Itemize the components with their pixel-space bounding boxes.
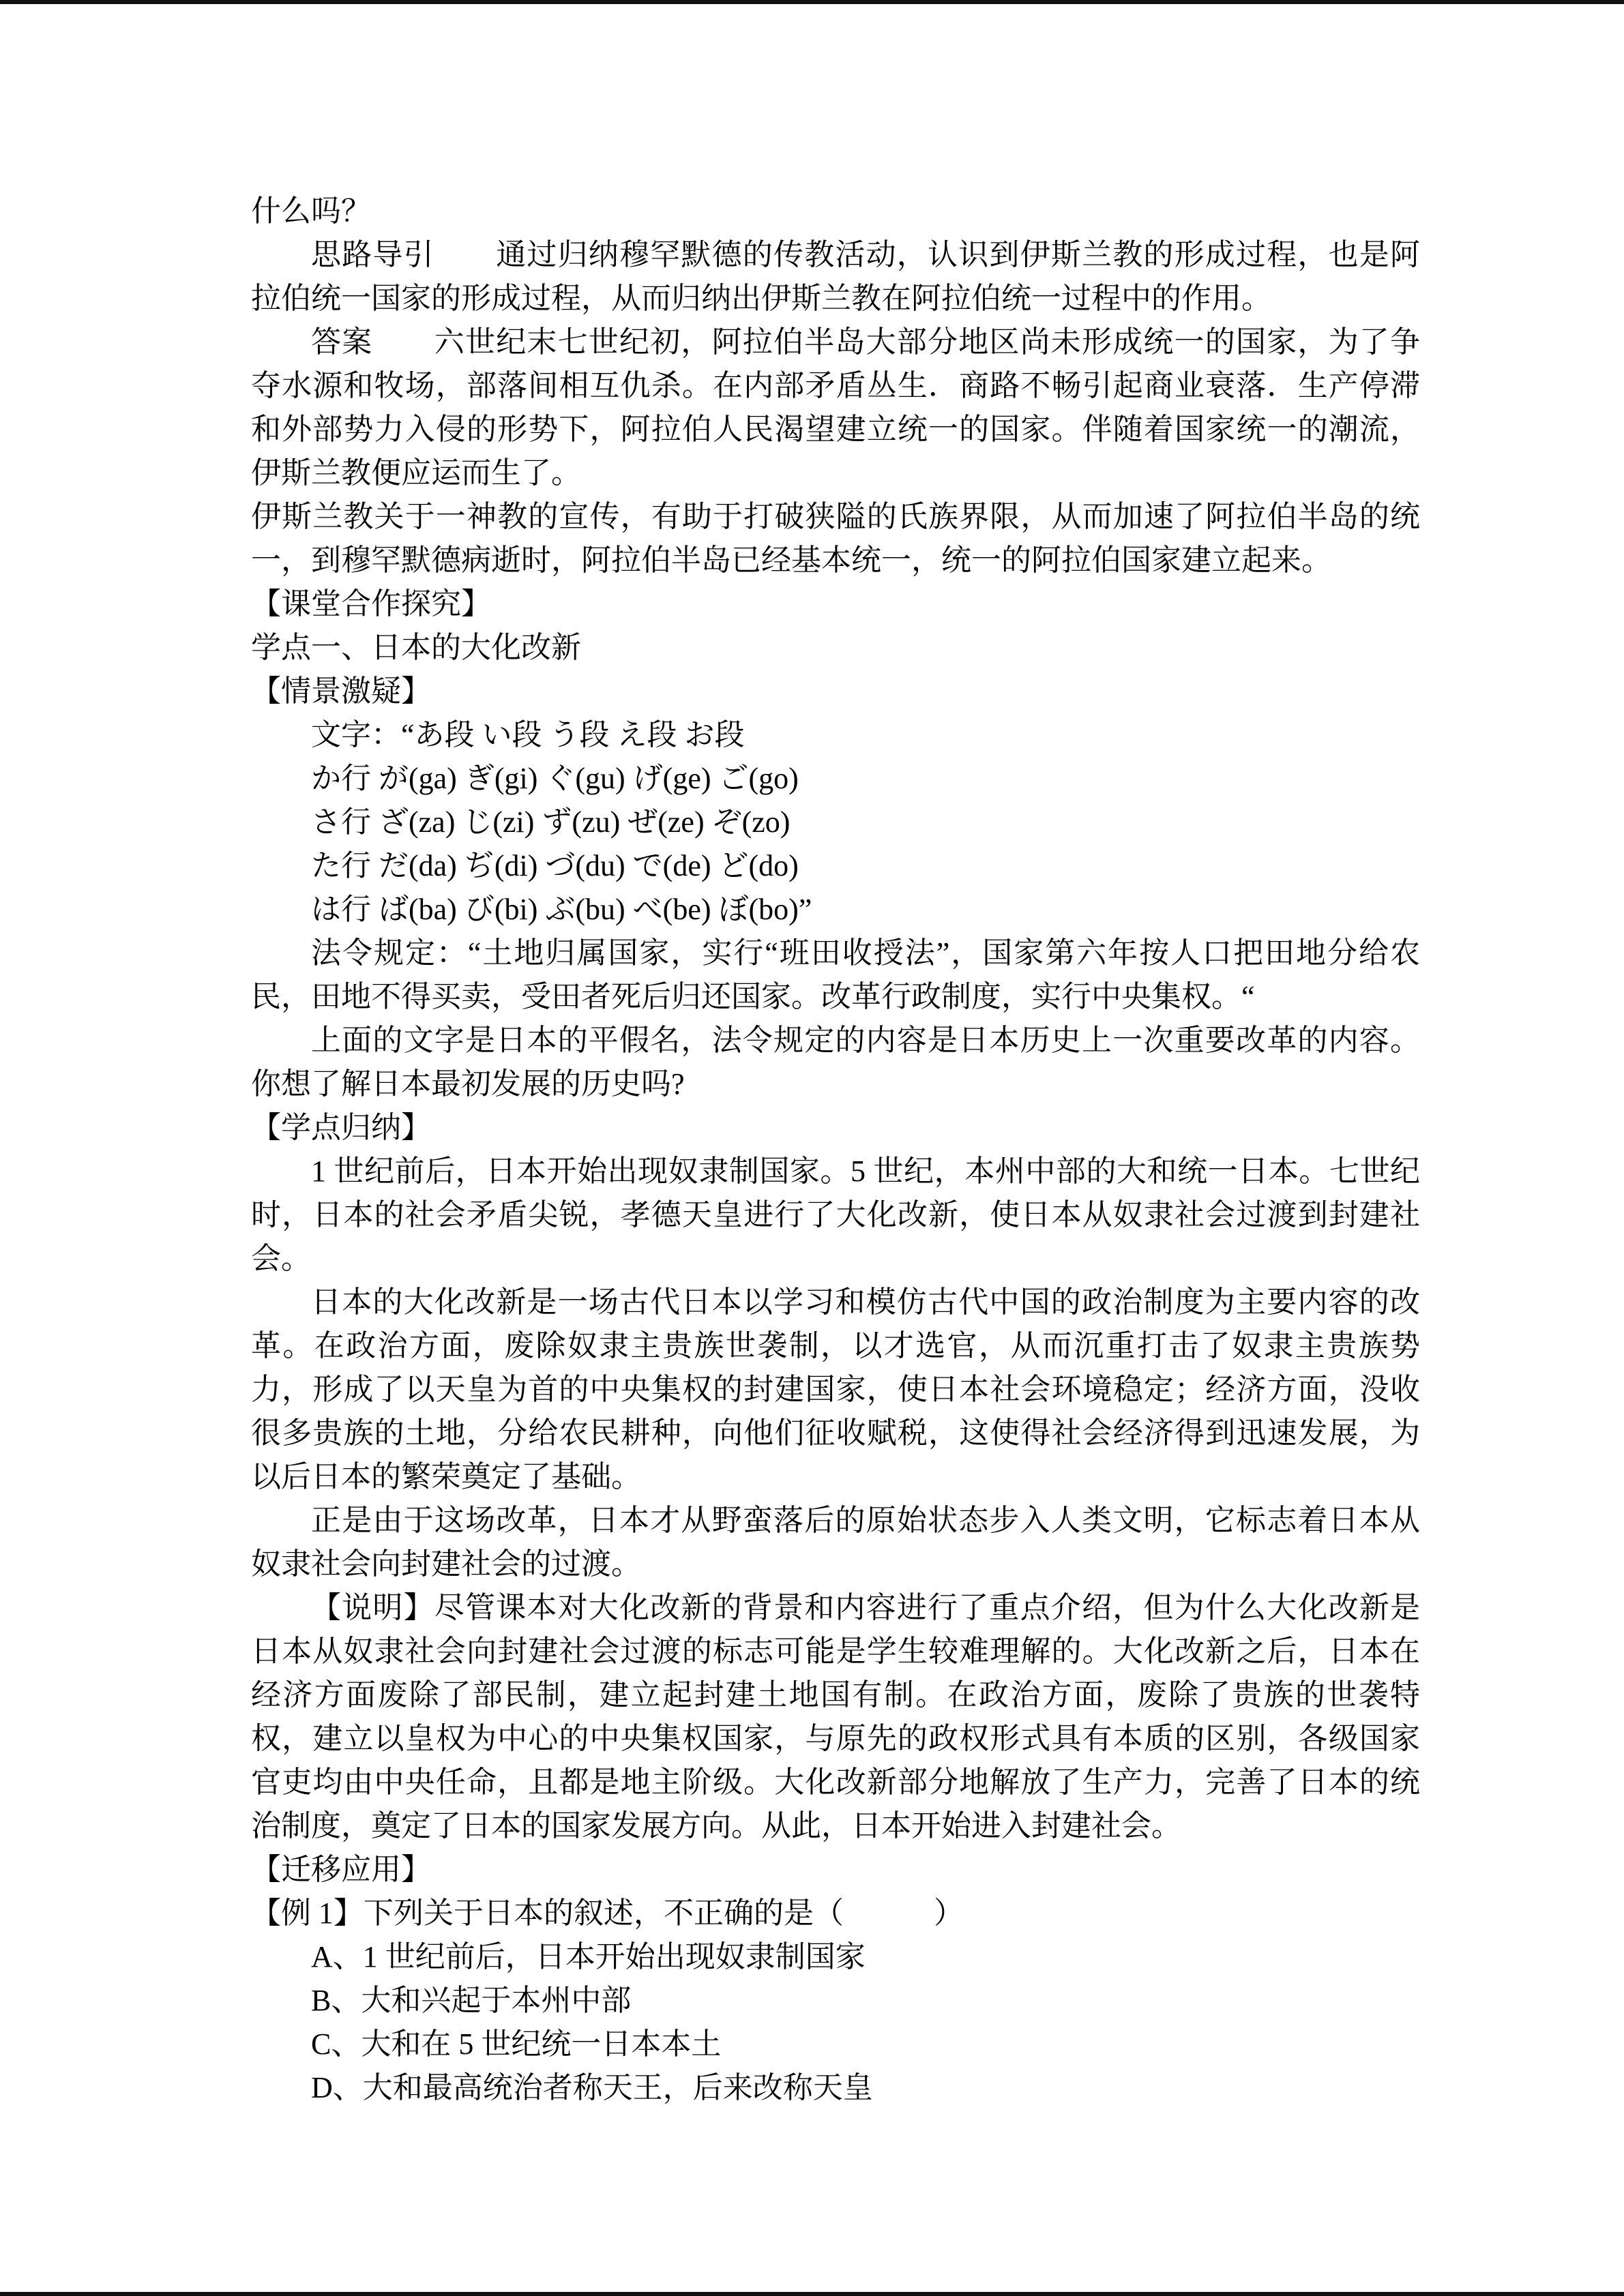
document-content [251, 190, 1420, 2110]
paragraph: 法令规定：“土地归属国家，实行“班田收授法”，国家第六年按人口把田地分给农民，田地不得买卖，受田者死后归还国家。改革行政制度，实行中央集权。“ [251, 936, 1420, 1013]
paragraph: は行 ば(ba) び(bi) ぶ(bu) べ(be) ぼ(bo)” [311, 893, 812, 926]
paragraph: 学点一、日本的大化改新 [251, 631, 581, 664]
paragraph: C、大和在 5 世纪统一日本本土 [311, 2027, 722, 2061]
paragraph: 1 世纪前后，日本开始出现奴隶制国家。5 世纪，本州中部的大和统一日本。七世纪时，日本的社会矛盾尖锐，孝德天皇进行了大化改新，使日本从奴隶社会过渡到封建社会。 [251, 1154, 1420, 1275]
paragraph: 答案 六世纪末七世纪初，阿拉伯半岛大部分地区尚未形成统一的国家，为了争夺水源和牧场，部落间相互仇杀。在内部矛盾丛生．商路不畅引起商业衰落．生产停滞和外部势力入侵的形势下，阿拉伯人民渴望建立统一的国家。伴随着国家统一的潮流，伊斯兰教便应运而生了。 [251, 325, 1420, 490]
paragraph: 【学点归纳】 [251, 1111, 431, 1144]
paragraph: 上面的文字是日本的平假名，法令规定的内容是日本历史上一次重要改革的内容。你想了解日本最初发展的历史吗? [251, 1024, 1420, 1101]
paragraph: B、大和兴起于本州中部 [311, 1984, 632, 2017]
paragraph: 【课堂合作探究】 [251, 587, 491, 621]
paragraph: 正是由于这场改革，日本才从野蛮落后的原始状态步入人类文明，它标志着日本从奴隶社会向封建社会的过渡。 [251, 1504, 1420, 1581]
paragraph: 思路导引 通过归纳穆罕默德的传教活动，认识到伊斯兰教的形成过程，也是阿拉伯统一国家的形成过程，从而归纳出伊斯兰教在阿拉伯统一过程中的作用。 [251, 238, 1420, 315]
page-border-bottom [0, 2292, 1624, 2296]
paragraph: 什么吗？ [251, 194, 371, 228]
paragraph: か行 が(ga) ぎ(gi) ぐ(gu) げ(ge) ご(go) [311, 762, 799, 795]
paragraph: 【迁移应用】 [251, 1853, 431, 1886]
paragraph: A、1 世纪前后，日本开始出现奴隶制国家 [311, 1940, 866, 1973]
page-border-top [0, 0, 1624, 4]
paragraph: 【例 1】下列关于日本的叙述，不正确的是（ ） [251, 1896, 964, 1930]
paragraph: 文字：“あ段 い段 う段 え段 お段 [311, 718, 745, 751]
paragraph: 【说明】尽管课本对大化改新的背景和内容进行了重点介绍，但为什么大化改新是日本从奴隶社会向封建社会过渡的标志可能是学生较难理解的。大化改新之后，日本在经济方面废除了部民制，建立起封建土地国有制。在政治方面，废除了贵族的世袭特权，建立以皇权为中心的中央集权国家，与原先的政权形式具有本质的区别，各级国家官吏均由中央任命，且都是地主阶级。大化改新部分地解放了生产力，完善了日本的统治制度，奠定了日本的国家发展方向。从此，日本开始进入封建社会。 [251, 1591, 1420, 1843]
paragraph: 日本的大化改新是一场古代日本以学习和模仿古代中国的政治制度为主要内容的改革。在政治方面，废除奴隶主贵族世袭制，以才选官，从而沉重打击了奴隶主贵族势力，形成了以天皇为首的中央集权的封建国家，使日本社会环境稳定；经济方面，没收很多贵族的土地，分给农民耕种，向他们征收赋税，这使得社会经济得到迅速发展，为以后日本的繁荣奠定了基础。 [251, 1285, 1420, 1493]
paragraph: さ行 ざ(za) じ(zi) ず(zu) ぜ(ze) ぞ(zo) [311, 805, 791, 839]
paragraph: D、大和最高统治者称天王，后来改称天皇 [311, 2071, 873, 2104]
paragraph: た行 だ(da) ぢ(di) づ(du) で(de) ど(do) [311, 849, 799, 882]
paragraph: 【情景激疑】 [251, 674, 431, 708]
paragraph: 伊斯兰教关于一神教的宣传，有助于打破狭隘的氏族界限，从而加速了阿拉伯半岛的统一，到穆罕默德病逝时，阿拉伯半岛已经基本统一，统一的阿拉伯国家建立起来。 [251, 500, 1420, 577]
